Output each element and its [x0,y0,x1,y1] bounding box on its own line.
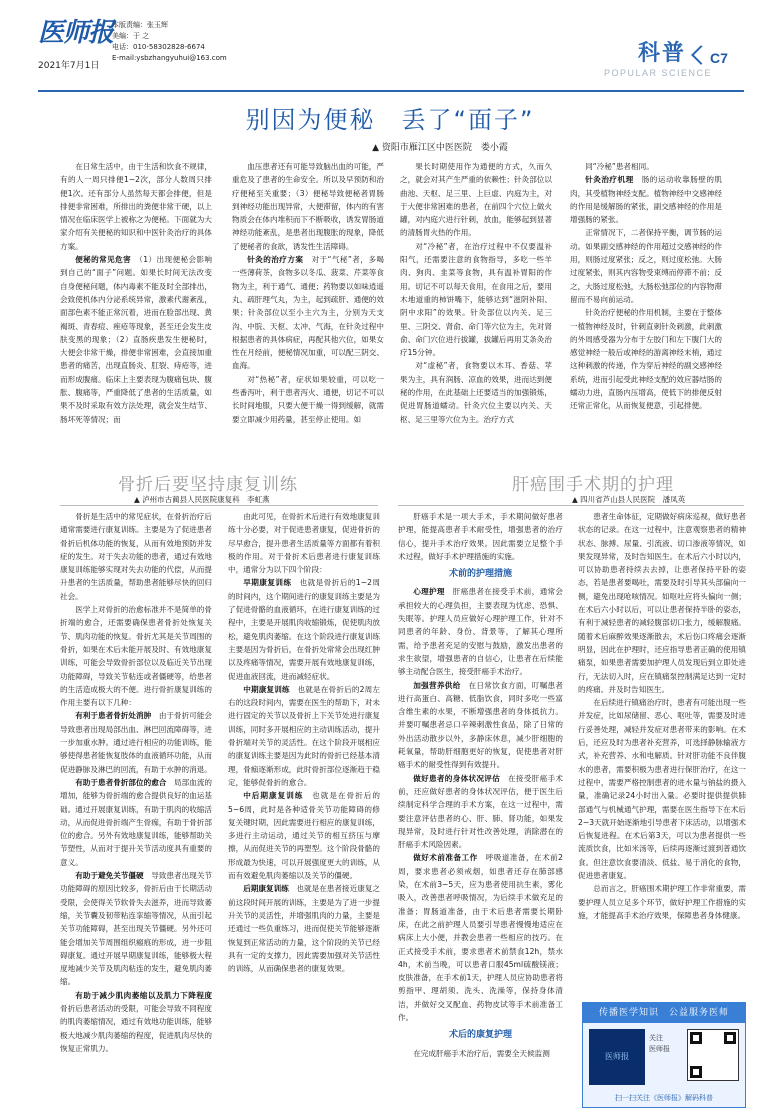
paragraph-heading: 便秘的常见危害 [75,255,132,265]
paragraph [60,776,212,869]
paragraph [60,869,212,989]
article2-title: 骨折后要坚持康复训练 [118,475,298,495]
article3-byline: ▲ 四川省芦山县人民医院 潘凤英 [572,495,686,504]
promo-caption: 扫一扫关注《医师报》解码科普 [615,1094,713,1102]
promo-follow: 关注 [649,1034,663,1042]
qr-code-icon[interactable] [687,1029,739,1081]
paragraph-text: 也就是在骨折后的5~6周，此时是各种适骨关节功能障碍的修复关键时期，因此需要进行相应的康复训练，多进行主动运动，通过关节的相互挤压与摩擦，从而促进关节的再塑型。这个阶段骨骼的形成最为快速，可以开展强度更大的训练，从而有效避免肌肉萎缩以及关节的僵硬。 [228,791,380,881]
article1-column-1 [60,160,212,478]
paragraph-text: 果长时期使用作为通便的方式，久而久之，就会对其产生严重的依赖性；针灸部位以曲池、天枢、足三里、上巨虚、内庭为主，对于大便非常困难的患者，在前四个穴位上做火罐，对内庭穴进行针刺，放血，能够起到显著的清肠胃火热的作用。 [400,162,552,238]
paragraph [60,510,212,603]
paragraph-text: 对“虚秘”者，食物要以木耳、香菇、苹果为主，具有润肠、凉血的效果，进而达到便秘的作用，在此基础上还要适当的加强锻炼，促进胃肠道蠕动。针灸穴位主要以内关、天枢、足三里等穴位为主。治疗方式 [400,361,552,424]
paragraph [398,851,563,1024]
paragraph [400,160,552,240]
paragraph-text: 骨折后患者活动的受限，可能会导致不同程度的肌肉萎缩情况，通过有效地功能训练，能够极大地减少肌肉萎缩的程度，促进肌肉尽快的恢复正常肌力。 [60,1003,212,1053]
paragraph-text: 血压患者还有可能导致脑出血的可能，严重危及了患者的生命安全。所以及早预防和治疗便秘至关重要；（3）便秘导致便秘者胃肠到神经功能出现异常，大便滞留，体内的有害物质会在体内堆积而下不断吸收，诱发胃肠道神经功能紊乱，是患者出现腹胀的现象，降低了便秘者的食欲，诱发性生活障碍。 [232,162,384,251]
article3-divider [398,505,744,506]
paragraph [228,789,380,882]
paragraph [398,679,563,772]
paragraph [398,585,563,678]
paragraph-text: 在后续进行镇痛治疗时，患者有可能出现一些并发症，比如尿储留、恶心、呕吐等，需要及时进行妥善处理，减轻并发症对患者带来的影响。在术后，还应及时为患者补充营养，可选择静脉输液方式，补充营养、水和电解质。针对肝功能不良伴腹水的患者，需要积极为患者进行保肝治疗，在这一过程中，需要严格控制患者的进水量与钠盐的摄入量，准确记录24小时出入量。必要时提供提供肺部通气与机械通气护理，需要在医生指导下在术后2~3天就开始逐渐地引导患者下床活动，以增强术后恢复进程。在术后第3天，可以为患者提供一些流质饮食，比如米汤等，后续再逐渐过渡到普通饮食。但注意饮食要清淡、低盐、易于消化的食物，促进患者康复。 [578,698,746,881]
paragraph-text: 导致患者出现关节功能障碍的原因比较多，骨折后由于长期活动受限，会使得关节软骨失去滋养，进而导致萎缩，关节囊及韧带粘连挛缩等情况，从而引起关节功能障碍，甚至出现关节僵硬。另外还可能会增加关节周围组织瘢痕的形成，进一步阻碍康复。通过开展早期康复训练，能够极大程度地减少关节及肌肉粘连的发生，避免肌肉萎缩。 [60,871,212,987]
paragraph-text: 肝癌手术是一项大手术，手术期间做好患者护理，能提高患者手术耐受性，增强患者的治疗信心，提升手术治疗效果。因此需要立足整个手术过程，做好手术护理措施的实施。 [398,512,563,561]
paragraph-heading: 中后期康复训练 [243,791,304,801]
article1-column-2 [232,160,384,478]
article2-column-2 [228,510,380,1108]
paragraph-heading: 有助于减少肌肉萎缩以及肌力下降程度 [75,990,212,1000]
paragraph-heading: 做好患者的身体状况评估 [413,773,501,783]
paragraph-text: 在日常生活中，由于生活和饮食不规律，有的人一周只排便1~2次，部分人数周只排便1次。还有部分人虽然每天都会排便，但是排便非常困难，所排出的粪便非常干硬，以上情况在临床医学上被称之为便秘。下面就为大家介绍有关便秘的知识和中医针灸治疗的具体方案。 [60,162,212,251]
paragraph [232,160,384,253]
paragraph-heading: 有助于避免关节僵硬 [75,871,144,881]
chevron-left-icon [691,45,711,65]
paragraph-heading: 针灸的治疗方案 [247,255,304,265]
promo-box [582,1002,746,1108]
editor-name: 本版责编：张玉辉 [112,21,168,29]
paragraph-heading: 早期康复训练 [243,578,292,588]
designer-name: 美编：于 之 [112,32,150,40]
paragraph-text: 总而言之，肝癌围术期护理工作非常重要，需要护理人员立足多个环节，做好护理工作措施的实施，才能提高手术治疗效果，保障患者身体健康。 [578,884,746,920]
paragraph-text: 也就是在患者接近康复之前这段时间开展的训练，主要是为了进一步提升关节的灵活性，并增强肌肉的力量，主要是还通过一些负重练习，进而促使关节能够逐渐恢复到正常活动的力量，这个阶段的关节已经具有一定的支撑力，因此需要加强对关节活性的训练，从而确保患者的康复效果。 [228,884,380,974]
paragraph-text: 骨折是生活中的常见症状，在骨折治疗后通常需要进行康复训练。主要是为了促进患者骨折后机体功能的恢复，从而有效地预防并发症的发生。对于失去功能的患者，通过有效地康复训练能够实现对失去功能的代偿，从而提升患者的生活质量，帮助患者能够尽快的回归社会。 [60,512,212,601]
editor-info [112,20,227,64]
paragraph [60,253,212,426]
paragraph [578,510,746,696]
article3-column-1 [398,510,563,1108]
paragraph-text: 也就是骨折后的1~2周的时间内，这个期间进行的康复训练主要是为了促进骨骼的血液循环，在进行康复训练的过程中，主要是开展肌肉收缩锻炼，促使肌肉放松，避免肌肉萎缩。在这个阶段进行康复训练主要是因为骨折后，在骨折处常常会出现红肿以及疼痛等情况，需要开展有效地康复训练，促进血液回流，进而减轻症状。 [228,578,380,681]
paragraph-text: 肠的运动收靠肠壁的肌肉，其受植物神经支配。植物神经中交感神经的作用是缓解肠的紧张，副交感神经的作用是增强肠的紧张。 [570,175,722,225]
paragraph-text: 医学上对骨折的治愈标准并不是简单的骨折端的愈合，还需要确保患者骨折处恢复关节、肌肉功能的恢复。骨折尤其是关节周围的骨折，如果在术后未能开展及时、有效地康复训练，可能会导致骨折部位以及临近关节出现功能障碍，导致关节粘连或者僵硬等，给患者的生活造成极大的不便。进行骨折康复训练的作用主要有以下几种： [60,605,212,708]
article1-title: 别因为便秘 丢了“面子” [245,106,535,134]
paragraph [60,160,212,253]
article1-column-4 [570,160,722,478]
article1-byline: ▲ 资阳市雁江区中医医院 娄小霞 [372,143,508,153]
section-name: 科普 [638,41,687,66]
paragraph-text: （1）出现便秘会影响到自己的“面子”问题。如果长时间无法改变自身便秘问题，体内毒素不能及时全部排出，会致使机体内分泌系统异常，激素代谢紊乱，面部色素不能正常沉着，进而在脸部出现、黄褐斑、青春痘、痤疮等现象，甚至还会发生皮肤变黑的现象；（2）直肠疾患发生便秘时，大便会非常干燥，排便非常困难，会直接加重患者的痛苦，出现直肠炎、肛裂、痔疮等，进而形成腹痛。临床上主要表现为腹痛包块、腹胀、腹痛等，严重降低了患者的生活质量，如果不及时采取有效方法处理，就会发生结节、肠坏死等情况；而 [60,255,212,424]
article3-column-2 [578,510,746,998]
paragraph-text: 在接受肝癌手术前，还应做好患者的身体状况评估，便于医生后续制定科学合理的手术方案，在这一过程中，需要注意评估患者的心、肝、肺、肾功能，如果发现异常，及时进行针对性改善处理，消除潜在的肝癌手术风险因素。 [398,773,563,850]
paragraph [228,576,380,682]
article2-column-1 [60,510,212,1108]
header-divider [38,90,744,92]
paragraph [570,160,722,173]
paragraph-text: 针灸治疗便秘的作用机制，主要在于整体一植物神经及时，针刺直刺针灸刺激，此刺激的外周感受器为分布于左胶门和左下腹门大的感觉神经一般后或神经的游离神经末梢，通过这种刺激的传递，作为穿后神经的副交感神经系统，进而引起受此神经支配的效应器结肠的蠕动力进，直肠内压增高，使低下的排便反射还常正常化，从而恢复便意，引起排便。 [570,308,722,411]
section-english: POPULAR SCIENCE [604,68,713,78]
paragraph-heading: 做好术前准备工作 [413,853,478,863]
promo-account: 医师报 [649,1045,670,1053]
paragraph-heading: 有利于患者骨折处消肿 [75,711,152,721]
paragraph [228,683,380,789]
publish-date: 2021年7月1日 [38,61,100,71]
paragraph-text: 在日常饮食方面，叮嘱患者进行高蛋白、高糖、低脂饮食，同时多吃一些富含维生素的水果，不断增强患者的身体抵抗力。并要叮嘱患者忌口辛辣刺激性食品，除了日常的外出活动散步以外，多静床休息，减少肝细胞的耗氧量，帮助肝细胞更好的恢复，促使患者对肝癌手术的耐受性得到有效提升。 [398,680,563,770]
paragraph-text: 对于“气秘”者，多喝一些薄荷茶，食物多以冬瓜、菠菜、芹菜等食物为主，利于通气、通便；药物要以如味逍遥丸、疏肝理气丸，为主，起到疏肝、通便的效果；针灸部位以至小主穴为主，分别为天支沟、中脘、天枢、太冲、气海，在针灸过程中根据患者的具体病症，再配其他穴位，如果女性在月经前，便秘情况加重，可以配三阴交、血海。 [232,255,384,371]
paragraph-heading: 后期康复训练 [243,884,289,894]
promo-slogan: 传播医学知识 公益服务医师 [583,1003,745,1023]
newspaper-logo: 医师报 [38,18,114,48]
paragraph-heading: 针灸治疗机理 [585,175,634,185]
paragraph-text: 对“冷秘”者，在治疗过程中不仅要温补阳气，还需要注意的食物指导，多吃一些羊肉、狗肉、韭菜等食物，具有温补胃阳的作用。切记不可以每天食用，在食用之后，要用木地道重的柿饼嘴下，能够达到“滋阴补阳、阴中求阳”的效果。针灸部位以内关、足三里、三阴交、肾俞、命门等穴位为主，先对肾俞、命门穴位进行拔罐，拔罐后再用艾条灸治疗15分钟。 [400,241,552,358]
promo-image: 医师报 [589,1029,645,1085]
page-header [0,0,780,96]
paragraph-text: 呼吸道准备，在术前2周，要求患者必须戒烟，如患者还存在肺部感染，在术前3~5天，应为患者使用抗生素，雾化吸入，改善患者呼吸情况，为后续手术做充足的准备；胃肠道准备，由于术后患者需要长期卧床，在此之前护理人员要引导患者慢慢地适应在病床上大小便，并教会患者一些相应的技巧。在正式接受手术前，要求患者术前禁食12h，禁水4h，术前当晚，可以患者口服45ml硫酸镁液；皮肤准备，在手术前1天，护理人员应协助患者将剪指甲、理胡须、洗头、洗澡等，保持身体清洁，并做好交叉配血、药物皮试等手术前准备工作。 [398,853,563,1022]
paragraph [60,603,212,709]
paragraph [398,510,563,563]
paragraph-text: 由此可见，在骨折术后进行有效地康复训练十分必要，对于促进患者康复，促进骨折的尽早愈合，提升患者生活质量等方面都有着积极的作用。对于骨折术后患者进行康复训练中，通常分为以下四个阶段： [228,512,380,575]
paragraph [400,240,552,360]
email: E-mail:ysbzhangyuhui@163.com [112,54,227,62]
paragraph [228,510,380,576]
paragraph [398,1047,563,1060]
section-heading: 术前的护理措施 [448,569,512,580]
paragraph [232,253,384,373]
paragraph-text: 在完成肝癌手术治疗后，需要全天候监测 [413,1048,550,1058]
paragraph-text: 患者生命体征，定期做好病床巡视，做好患者状态的记录。在这一过程中，注意观察患者的精神状态、脉搏、尿量、引流液、切口渗液等情况，如果发现异常，及时告知医生。在术后六小时以内，可以协助患者持续去去掉，让患者保持平卧的姿态，若是患者要喝吐，需要及时引导其头部偏向一侧，避免出现呛咳情况。如呕吐应将头偏向一侧；在术后六小时以后，可以让患者保持半卧的姿态，有利于减轻患者的减轻腹部切口张力，缓解腹痛。随着术后麻醉效果逐渐散去，术后伤口疼痛会逐渐明显，因此在护理时，还应指导患者正确的使用镇痛泵，如果患者需要加护理人员发现后到立即处进行，无法切入时，应在镇痛泵控制满足达到一定时的疼痛。并及时告知医生。 [578,512,746,694]
paragraph [60,709,212,775]
paragraph [232,373,384,426]
paragraph [400,359,552,425]
paragraph [578,882,746,922]
paragraph [570,226,722,306]
paragraph-heading: 有助于患者骨折部位的愈合 [75,777,167,787]
paragraph-text: 由于骨折可能会导致患者出现局部出血、淋巴回流障碍等，进一步加重水肿。通过进行相应的功能训练，能够使得患者能恢复肢体的血液循环功能，从而促进静脉及淋巴的回流，有助于水肿的消退。 [60,711,212,774]
article3-title: 肝癌围手术期的护理 [512,475,674,495]
paragraph-text: 对“热秘”者，症状如果较重，可以吃一些番泻叶，利于患者泻火、通便，切记不可以长时间地服，只要大便干燥一得到缓解，就需要立即减少用药量，甚至停止使用。如 [232,374,384,424]
paragraph-heading: 心理护理 [413,587,445,597]
section-heading: 术后的康复护理 [448,1030,512,1041]
paragraph-text: 肝癌患者在接受手术前，通常会承担较大的心理负担，主要表现为忧虑、恐惧、失眠等。护理人员应做好心理护理工作，针对不同患者的年龄、身份、背景等，了解其心理所需，给予患者充足的安慰与鼓励，激发出患者的求生欲望，增强患者的自信心，让患者在后续能够主动配合医生，接受肝癌手术治疗。 [398,587,563,677]
paragraph [398,772,563,852]
phone: 电话：010-58302828-6674 [112,43,205,51]
paragraph-heading: 中期康复训练 [243,684,290,694]
article1-column-3 [400,160,552,478]
promo-text [649,1033,670,1055]
paragraph-heading: 加强营养供给 [413,680,461,690]
page-number: C7 [710,50,728,66]
paragraph-text: 正常情况下，二者保持平衡，调节肠的运动。如果副交感神经的作用超过交感神经的作用，则肠过度紧张；反之，则过度松弛。大肠过度紧张，则其内容物受束缚而停滞不前；反之，大肠过度松弛，大肠松弛部位的内容物滞留而不易向前运动。 [570,228,722,304]
paragraph-text: 局部血流的增加，能够为骨折端的愈合提供良好的血运基础。通过开展康复训练，有助于肌肉的收缩活动，从而促进骨折端产生骨痂，有助于骨折部位的愈合。另外有效地康复训练，能够帮助关节塑性，从而对于提升关节活动度具有重要的意义。 [60,777,212,867]
paragraph-text: 也就是在骨折后的2周左右的这段时间内，需要在医生的帮助下，对未进行固定的关节以及骨折上下关节处进行康复训练，同时多开展相应的主动训练活动，提升骨折端对关节的灵活性。在这个阶段开展相应的康复训练主要是因为此时的骨折已经基本清理，骨痂逐渐形成，此时骨折部位逐渐趋于稳定，能够促骨折的愈合。 [228,684,380,787]
paragraph [570,173,722,226]
paragraph [578,696,746,882]
paragraph [228,882,380,975]
article2-divider [60,505,378,506]
paragraph [60,989,212,1055]
paragraph [570,306,722,412]
article2-byline: ▲ 泸州市古蔺县人民医院康复科 李虹燕 [134,495,270,504]
paragraph-text: 同“冷秘”患者相同。 [585,162,654,171]
